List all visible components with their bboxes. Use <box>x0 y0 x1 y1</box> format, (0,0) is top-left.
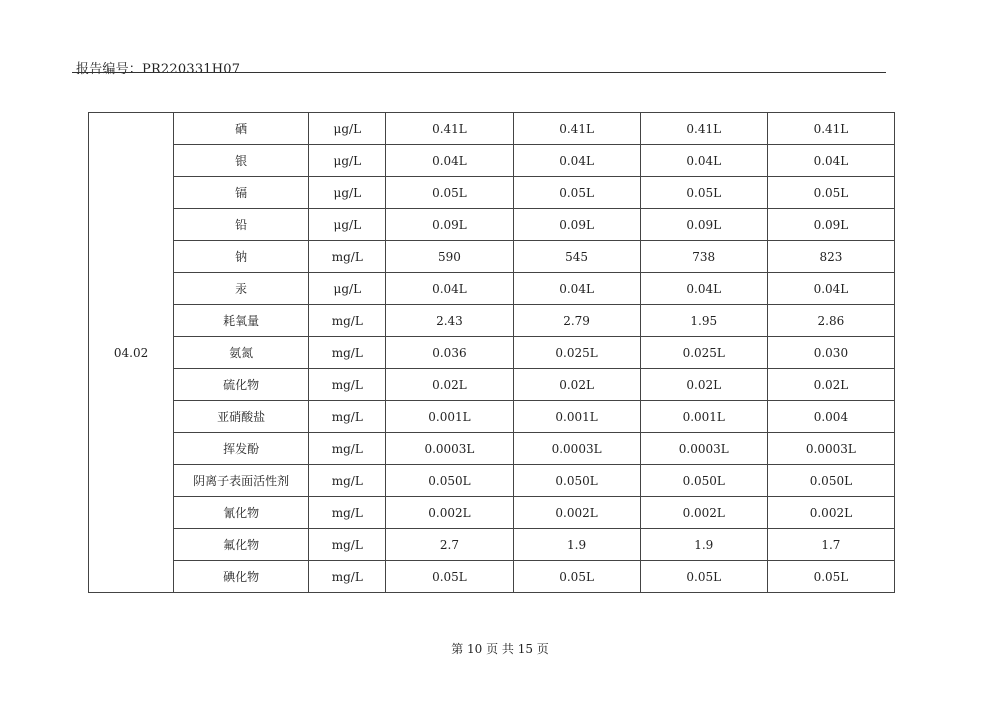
item-name-cell: 氰化物 <box>174 497 309 529</box>
unit-cell: mg/L <box>309 305 386 337</box>
unit-cell: mg/L <box>309 433 386 465</box>
value-cell-4: 0.09L <box>767 209 894 241</box>
item-name-cell: 耗氧量 <box>174 305 309 337</box>
value-cell-2: 545 <box>513 241 640 273</box>
item-name-cell: 挥发酚 <box>174 433 309 465</box>
item-name-cell: 阴离子表面活性剂 <box>174 465 309 497</box>
value-cell-3: 0.09L <box>640 209 767 241</box>
item-name-cell: 氨氮 <box>174 337 309 369</box>
item-name-cell: 银 <box>174 145 309 177</box>
header-divider <box>72 72 886 73</box>
table-row <box>89 113 895 145</box>
table-row <box>89 209 895 241</box>
value-cell-1: 2.7 <box>386 529 513 561</box>
value-cell-2: 1.9 <box>513 529 640 561</box>
results-table <box>88 112 895 593</box>
value-cell-4: 0.05L <box>767 561 894 593</box>
value-cell-2: 0.04L <box>513 145 640 177</box>
value-cell-3: 0.001L <box>640 401 767 433</box>
value-cell-4: 0.41L <box>767 113 894 145</box>
value-cell-4: 1.7 <box>767 529 894 561</box>
value-cell-2: 0.001L <box>513 401 640 433</box>
value-cell-1: 0.04L <box>386 145 513 177</box>
unit-cell: mg/L <box>309 529 386 561</box>
value-cell-1: 0.050L <box>386 465 513 497</box>
value-cell-3: 0.002L <box>640 497 767 529</box>
unit-cell: mg/L <box>309 337 386 369</box>
value-cell-2: 0.02L <box>513 369 640 401</box>
value-cell-1: 0.002L <box>386 497 513 529</box>
unit-cell: μg/L <box>309 273 386 305</box>
value-cell-4: 0.04L <box>767 145 894 177</box>
unit-cell: mg/L <box>309 401 386 433</box>
table-row <box>89 561 895 593</box>
value-cell-1: 2.43 <box>386 305 513 337</box>
value-cell-3: 1.9 <box>640 529 767 561</box>
value-cell-1: 0.05L <box>386 177 513 209</box>
item-name-cell: 硫化物 <box>174 369 309 401</box>
value-cell-4: 823 <box>767 241 894 273</box>
table-row <box>89 529 895 561</box>
value-cell-1: 0.41L <box>386 113 513 145</box>
value-cell-1: 0.036 <box>386 337 513 369</box>
value-cell-3: 0.04L <box>640 273 767 305</box>
item-name-cell: 氟化物 <box>174 529 309 561</box>
value-cell-3: 1.95 <box>640 305 767 337</box>
table-row <box>89 177 895 209</box>
value-cell-1: 0.0003L <box>386 433 513 465</box>
value-cell-3: 0.050L <box>640 465 767 497</box>
value-cell-2: 0.04L <box>513 273 640 305</box>
value-cell-3: 0.05L <box>640 177 767 209</box>
value-cell-4: 0.04L <box>767 273 894 305</box>
item-name-cell: 亚硝酸盐 <box>174 401 309 433</box>
value-cell-4: 0.02L <box>767 369 894 401</box>
item-name-cell: 硒 <box>174 113 309 145</box>
unit-cell: μg/L <box>309 209 386 241</box>
value-cell-2: 0.05L <box>513 177 640 209</box>
value-cell-4: 2.86 <box>767 305 894 337</box>
value-cell-1: 0.05L <box>386 561 513 593</box>
value-cell-2: 0.002L <box>513 497 640 529</box>
table-row <box>89 369 895 401</box>
value-cell-3: 738 <box>640 241 767 273</box>
value-cell-4: 0.050L <box>767 465 894 497</box>
value-cell-2: 0.025L <box>513 337 640 369</box>
table-row <box>89 433 895 465</box>
value-cell-4: 0.0003L <box>767 433 894 465</box>
value-cell-2: 0.41L <box>513 113 640 145</box>
value-cell-4: 0.05L <box>767 177 894 209</box>
value-cell-2: 0.09L <box>513 209 640 241</box>
table-row <box>89 465 895 497</box>
unit-cell: μg/L <box>309 113 386 145</box>
unit-cell: μg/L <box>309 145 386 177</box>
value-cell-3: 0.05L <box>640 561 767 593</box>
unit-cell: mg/L <box>309 497 386 529</box>
unit-cell: mg/L <box>309 369 386 401</box>
value-cell-3: 0.0003L <box>640 433 767 465</box>
item-name-cell: 碘化物 <box>174 561 309 593</box>
unit-cell: mg/L <box>309 465 386 497</box>
unit-cell: μg/L <box>309 177 386 209</box>
table-row <box>89 337 895 369</box>
value-cell-2: 0.0003L <box>513 433 640 465</box>
group-code-cell: 04.02 <box>89 113 174 593</box>
table-row <box>89 401 895 433</box>
unit-cell: mg/L <box>309 241 386 273</box>
value-cell-2: 0.050L <box>513 465 640 497</box>
value-cell-2: 0.05L <box>513 561 640 593</box>
table-body <box>89 113 895 593</box>
item-name-cell: 汞 <box>174 273 309 305</box>
report-number: 报告编号：PR220331H07 <box>76 62 241 77</box>
item-name-cell: 镉 <box>174 177 309 209</box>
item-name-cell: 钠 <box>174 241 309 273</box>
value-cell-1: 0.02L <box>386 369 513 401</box>
value-cell-4: 0.004 <box>767 401 894 433</box>
value-cell-4: 0.030 <box>767 337 894 369</box>
table-row <box>89 241 895 273</box>
value-cell-1: 590 <box>386 241 513 273</box>
value-cell-1: 0.001L <box>386 401 513 433</box>
table-row <box>89 145 895 177</box>
value-cell-1: 0.09L <box>386 209 513 241</box>
table-row <box>89 305 895 337</box>
value-cell-4: 0.002L <box>767 497 894 529</box>
table-row <box>89 497 895 529</box>
page-number: 第 10 页 共 15 页 <box>451 642 549 656</box>
value-cell-1: 0.04L <box>386 273 513 305</box>
table-row <box>89 273 895 305</box>
value-cell-3: 0.04L <box>640 145 767 177</box>
value-cell-2: 2.79 <box>513 305 640 337</box>
item-name-cell: 铅 <box>174 209 309 241</box>
value-cell-3: 0.025L <box>640 337 767 369</box>
value-cell-3: 0.41L <box>640 113 767 145</box>
unit-cell: mg/L <box>309 561 386 593</box>
value-cell-3: 0.02L <box>640 369 767 401</box>
